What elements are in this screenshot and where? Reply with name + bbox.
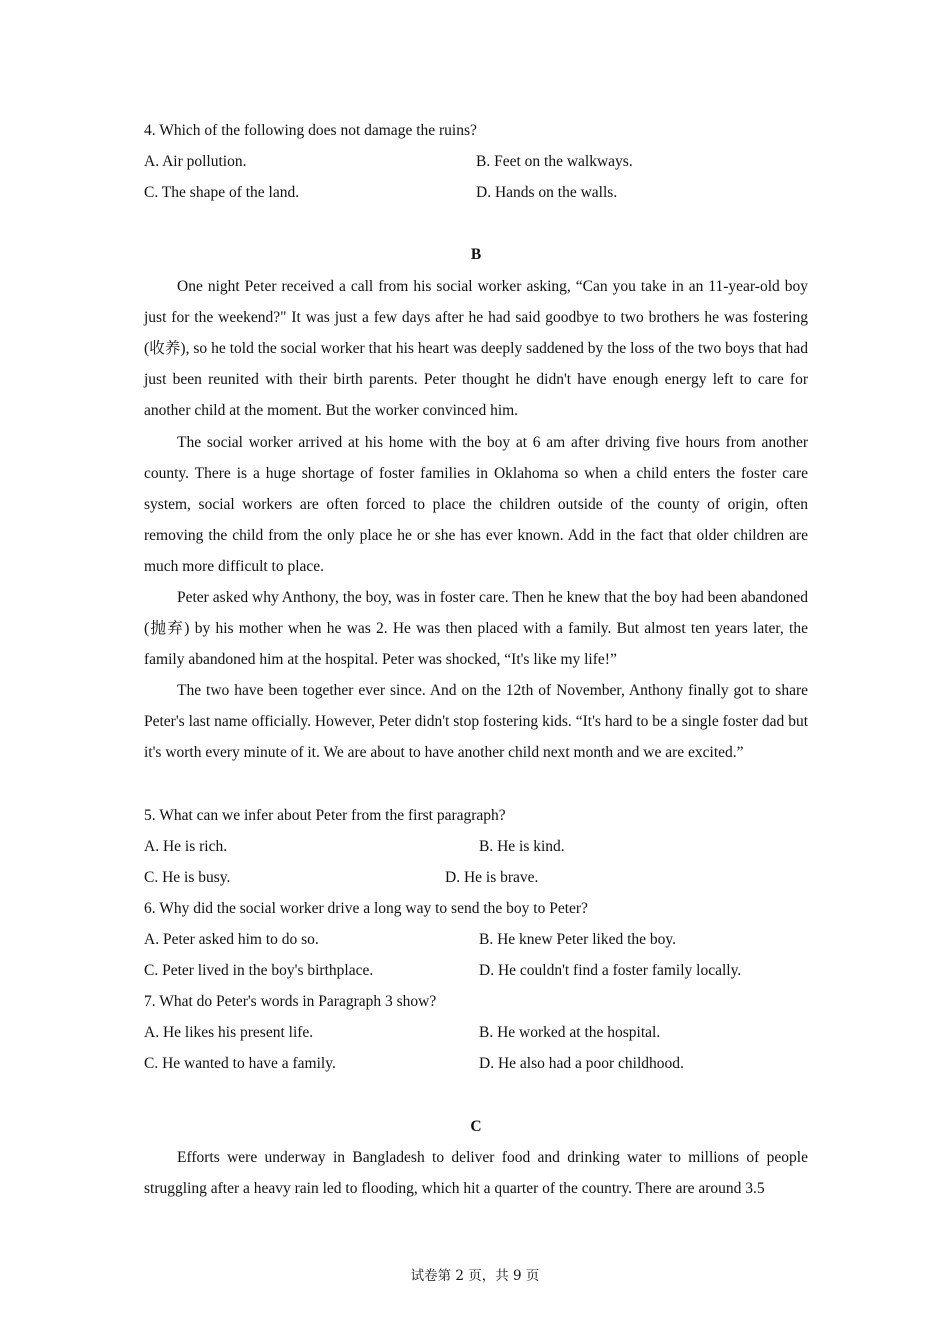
question-7-option-d: D. He also had a poor childhood. [479,1055,684,1072]
question-6-stem: 6. Why did the social worker drive a long way to send the boy to Peter? [144,900,588,917]
section-c-paragraph-1: Efforts were underway in Bangladesh to deliver food and drinking water to millions of people struggling after a heavy rain led to flooding, which hit a quarter of the country. There are around 3.5 [144,1149,808,1198]
question-6-option-c: C. Peter lived in the boy's birthplace. [144,962,374,979]
question-4-option-a: A. Air pollution. [144,153,247,170]
question-7-stem: 7. What do Peter's words in Paragraph 3 show? [144,993,437,1010]
section-b-paragraph-3: Peter asked why Anthony, the boy, was in foster care. Then he knew that the boy had been abandoned (抛弃) by his mother when he was 2. He was then placed with a family. But almost ten years later, the family abandoned him at the hospital. Peter was shocked, “It's like my life!” [144,589,808,669]
section-c-heading: C [470,1118,482,1135]
question-7-option-c: C. He wanted to have a family. [144,1055,336,1072]
page-footer: 试卷第 2 页，共 9 页 [410,1268,540,1284]
question-4-option-b: B. Feet on the walkways. [476,153,633,170]
question-7-option-b: B. He worked at the hospital. [479,1024,661,1041]
section-b-paragraph-2: The social worker arrived at his home with the boy at 6 am after driving five hours from another county. There is a huge shortage of foster families in Oklahoma so when a child enters the foster care system, social workers are often forced to place the children outside of the county of origin, often removing the child from the only place he or she has ever known. Add in the fact that older children are much more difficult to place. [144,434,808,576]
question-5-stem: 5. What can we infer about Peter from the first paragraph? [144,807,506,824]
question-5-option-c: C. He is busy. [144,869,231,886]
question-4-option-c: C. The shape of the land. [144,184,300,201]
section-b-paragraph-1: One night Peter received a call from his social worker asking, “Can you take in an 11-year-old boy just for the weekend?" It was just a few days after he had said goodbye to two brothers he was fostering (收养), so he told the social worker that his heart was deeply saddened by the loss of the two boys that had just been reunited with their birth parents. Peter thought he didn't have enough energy left to care for another child at the moment. But the worker convinced him. [144,278,808,420]
question-6-option-d: D. He couldn't find a foster family locally. [479,962,742,979]
question-4-option-d: D. Hands on the walls. [476,184,618,201]
question-5-option-a: A. He is rich. [144,838,228,855]
question-6-option-a: A. Peter asked him to do so. [144,931,319,948]
question-7-option-a: A. He likes his present life. [144,1024,314,1041]
question-6-option-b: B. He knew Peter liked the boy. [479,931,677,948]
question-4-stem: 4. Which of the following does not damage the ruins? [144,122,477,139]
section-b-heading: B [470,246,482,263]
question-5-option-d: D. He is brave. [445,869,539,886]
section-b-paragraph-4: The two have been together ever since. And on the 12th of November, Anthony finally got to share Peter's last name officially. However, Peter didn't stop fostering kids. “It's hard to be a single foster dad but it's worth every minute of it. We are about to have another child next month and we are excited.” [144,682,808,762]
question-5-option-b: B. He is kind. [479,838,565,855]
